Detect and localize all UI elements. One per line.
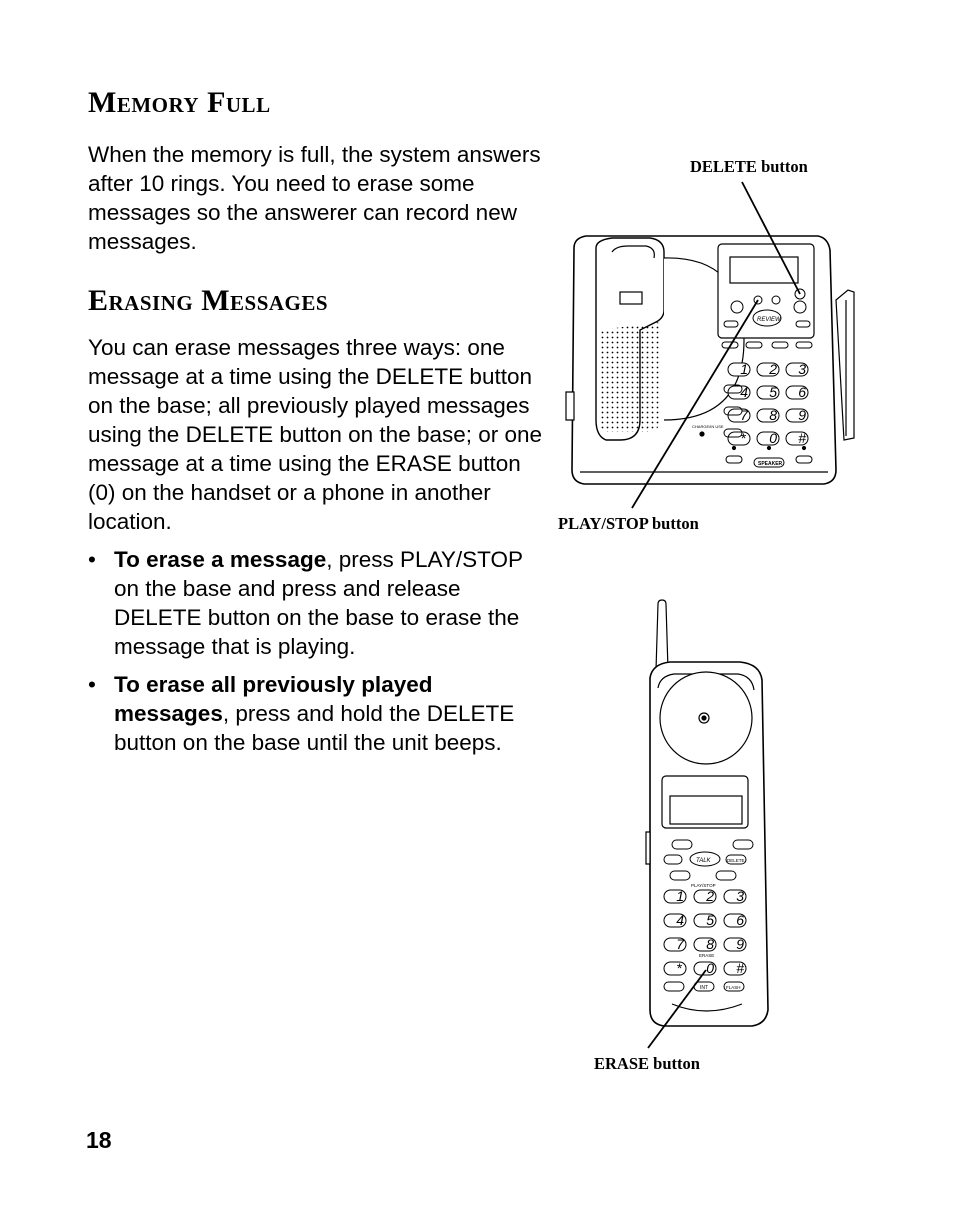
heading-memory-full: Memory Full [88,86,271,119]
handset-key-label: 5 [706,912,714,928]
base-key-label: 7 [740,407,748,423]
base-key-label: 0 [769,430,777,446]
base-key-label: 4 [740,384,748,400]
base-key-label: * [740,430,746,446]
handset-key-label: 2 [706,888,714,904]
base-key-label: 2 [769,361,777,377]
paragraph-erasing-messages: You can erase messages three ways: one message at a time using the DELETE button on the base; all previously played messages using the DELETE button on the base; or one message at a time using the ERASE button (0) on the handset or a phone in another location. [88,335,543,534]
handset-key-label: 9 [736,936,744,952]
handset-key-label: # [736,960,744,976]
handset-key-label: 4 [676,912,684,928]
base-review-label: REVIEW [757,317,781,323]
base-key-label: # [798,430,806,446]
handset-key-label: 6 [736,912,744,928]
handset-key-label: 3 [736,888,744,904]
callout-delete-button: DELETE button [690,157,808,176]
base-key-label: 5 [769,384,777,400]
paragraph-memory-full: When the memory is full, the system answers after 10 rings. You need to erase some messages so the answerer can record new messages. [88,142,541,254]
heading-erasing-messages: Erasing Messages [88,284,329,317]
handset-key-label: * [676,960,682,976]
handset-erase-label: ERASE [699,953,715,958]
handset-flash-label: FLASH [726,985,741,990]
callout-erase-button: ERASE button [594,1054,700,1073]
handset-illustration [646,600,768,1026]
base-key-label: 9 [798,407,806,423]
base-key-label: 6 [798,384,806,400]
handset-key-outline [664,962,686,975]
bullet-rest: , press and hold the DELETE button on the base until the unit beeps. [114,701,515,755]
bullet-lead: To erase all previously played messages [114,672,433,726]
base-speaker-label: SPEAKER [758,461,783,467]
handset-key-label: 0 [706,960,714,976]
handset-key-label: 1 [676,888,684,904]
base-charge-label: CHARGE/IN USE [692,424,724,429]
base-key-label: 1 [740,361,748,377]
bullet-symbol: • [88,547,96,572]
handset-talk-label: TALK [696,858,711,864]
base-key-label: 8 [769,407,777,423]
base-unit-illustration [566,236,854,484]
base-key-label: 3 [798,361,806,377]
handset-int-label: INT [700,985,709,991]
handset-key-label: 7 [676,936,684,952]
handset-key-label: 8 [706,936,714,952]
base-key-outline [728,432,750,445]
bullet-lead: To erase a message [114,547,327,572]
handset-play-stop-label: PLAY/STOP [691,883,716,888]
callout-play-stop-button: PLAY/STOP button [558,514,699,533]
handset-delete-label: DELETE [727,858,745,863]
page-number: 18 [86,1127,112,1153]
bullet-symbol: • [88,672,96,697]
bullet-rest: , press PLAY/STOP on the base and press and release DELETE button on the base to erase the message that is playing. [114,547,523,659]
